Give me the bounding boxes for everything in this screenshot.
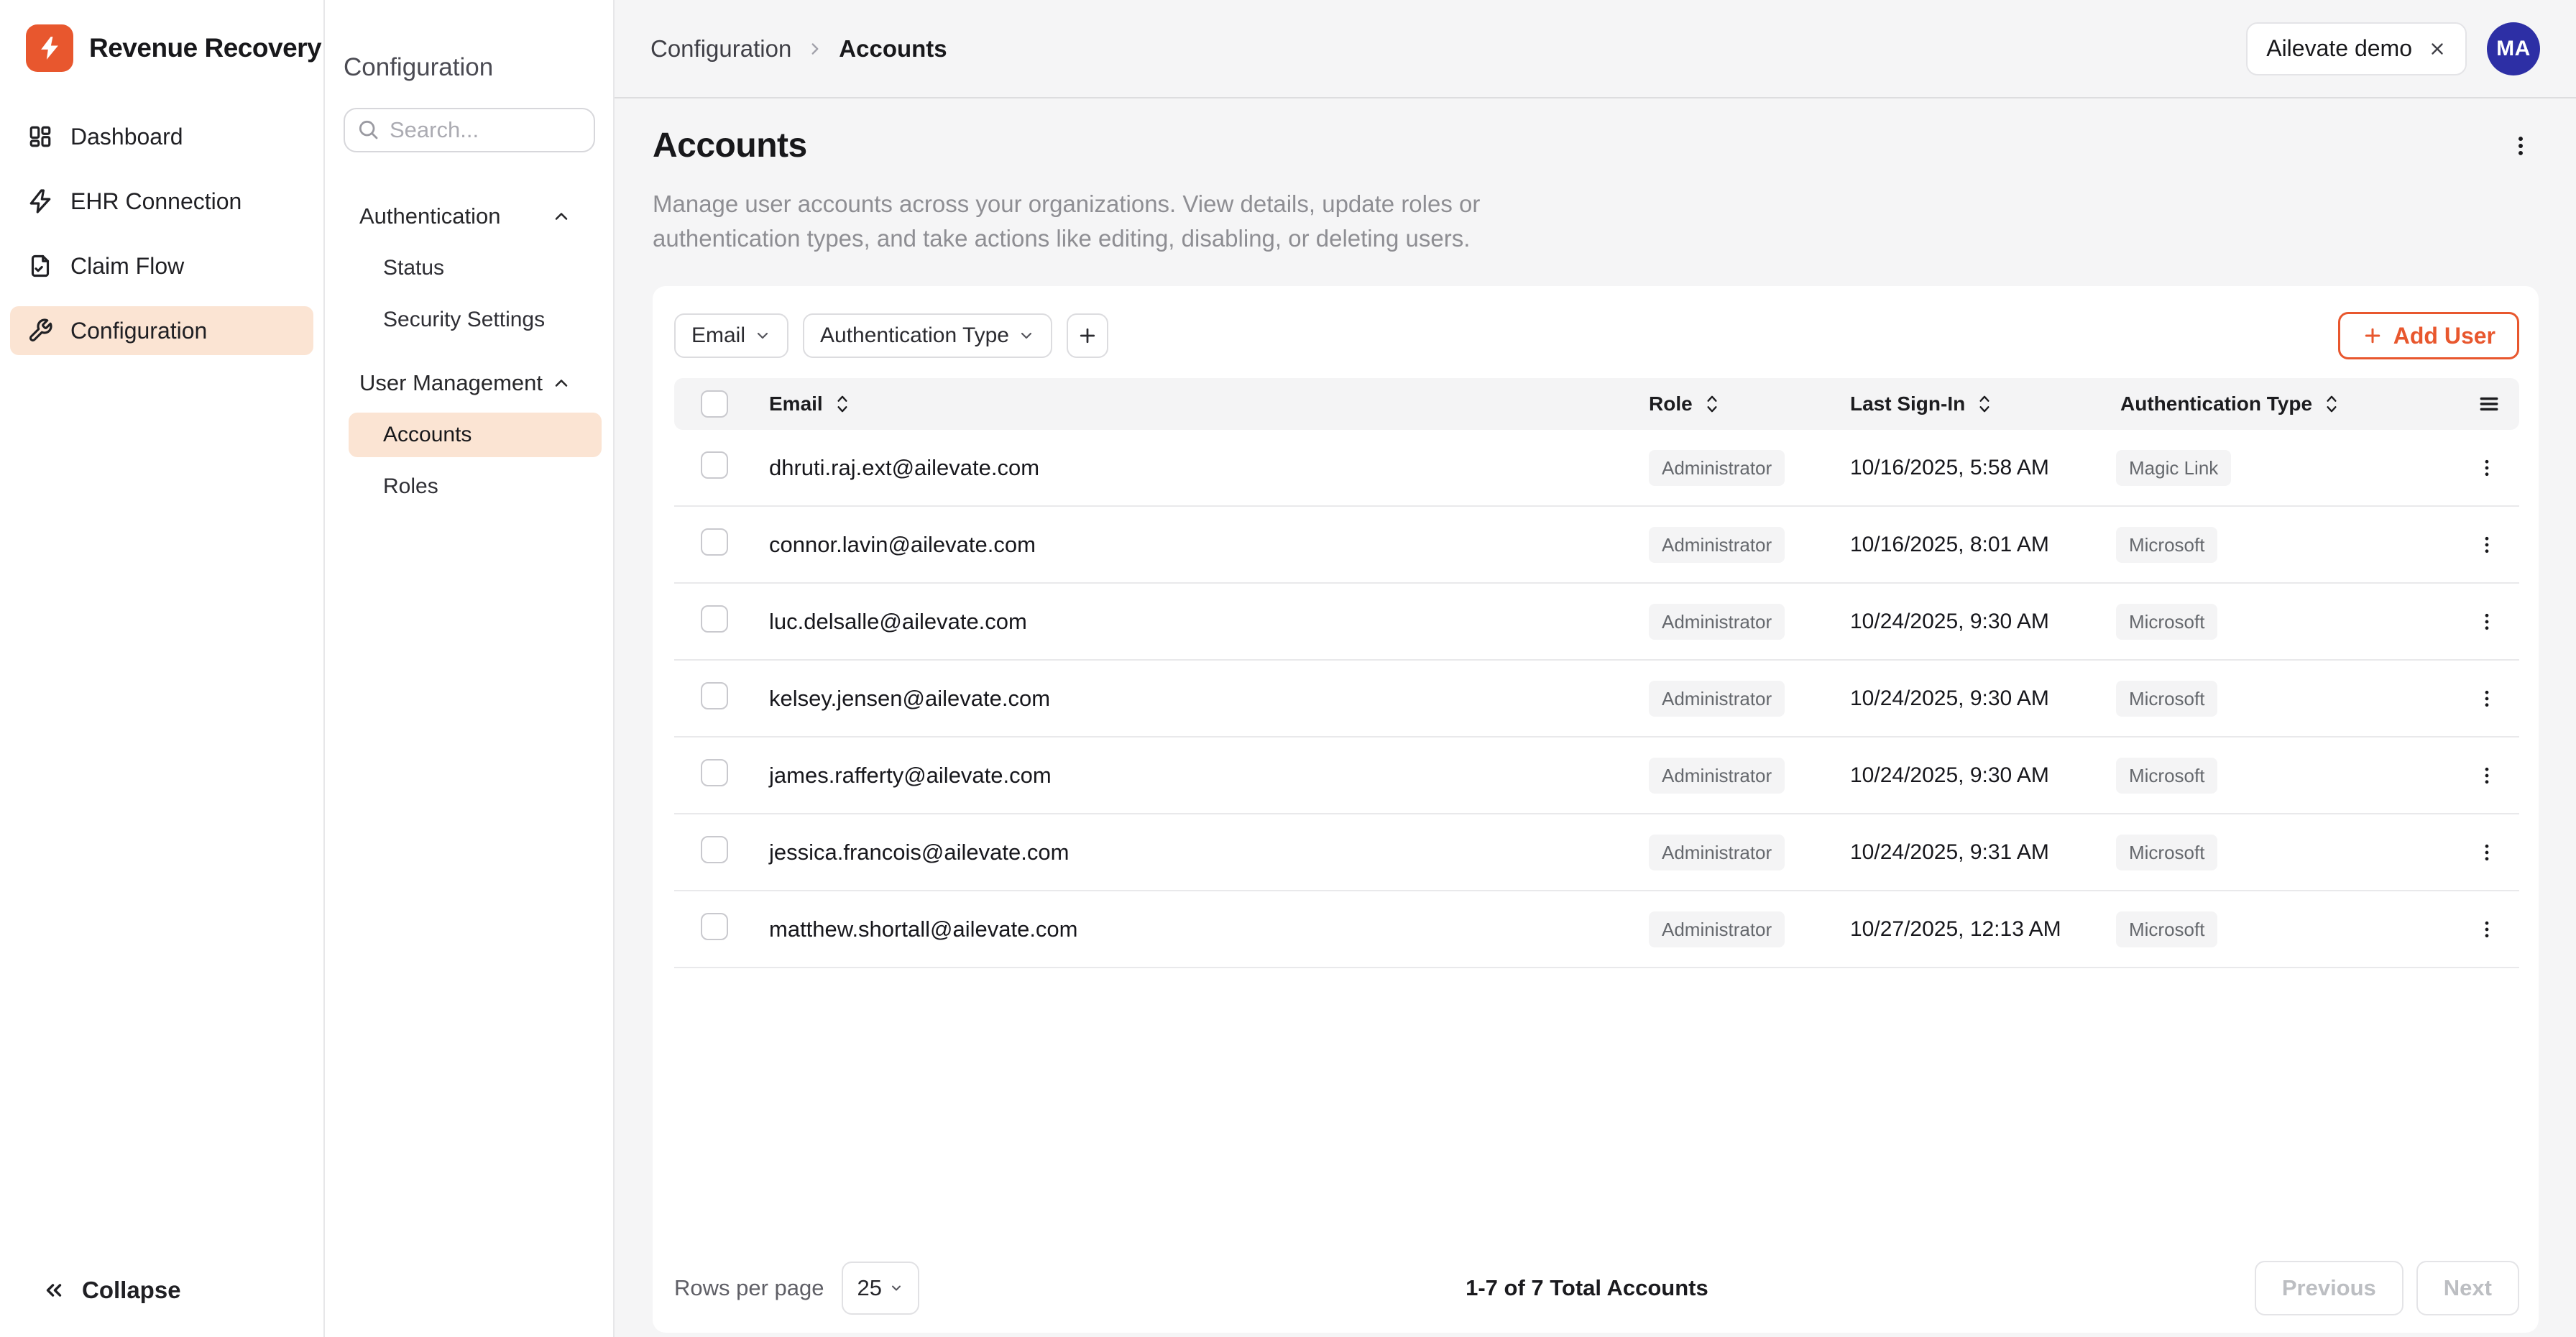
chevron-down-icon: [889, 1281, 903, 1295]
auth-type-badge: Microsoft: [2116, 604, 2217, 640]
chevron-right-icon: [806, 40, 824, 58]
search-icon: [356, 118, 380, 141]
add-user-button[interactable]: [2338, 312, 2519, 359]
role-badge: Administrator: [1649, 835, 1785, 870]
chevron-down-icon: [754, 327, 771, 344]
table-row: [674, 814, 2519, 891]
column-header-email: Email: [769, 392, 823, 415]
close-icon[interactable]: [2428, 40, 2447, 58]
section-user-management-items: [349, 413, 613, 509]
sidebar-item-label: EHR Connection: [70, 188, 242, 214]
dashboard-icon: [27, 124, 53, 150]
table-footer: [674, 1246, 2519, 1315]
role-badge: Administrator: [1649, 604, 1785, 640]
wrench-icon: [27, 318, 53, 344]
tree-item-label: Accounts: [383, 423, 472, 446]
tree-item-label: Status: [383, 256, 445, 280]
search-input[interactable]: [344, 108, 595, 152]
email-filter-button[interactable]: [674, 313, 788, 358]
rows-per-page-value: 25: [857, 1275, 882, 1300]
row-checkbox[interactable]: [701, 913, 728, 940]
tree-item-security-settings[interactable]: [349, 298, 602, 342]
column-settings-icon[interactable]: [2478, 392, 2501, 415]
chevron-down-icon: [1018, 327, 1035, 344]
chevron-up-icon: [551, 206, 571, 226]
pagination-summary: 1-7 of 7 Total Accounts: [1466, 1275, 1708, 1300]
collapse-sidebar-button[interactable]: [0, 1277, 323, 1337]
table-row: [674, 661, 2519, 738]
sidebar-spacer: [0, 355, 323, 1277]
breadcrumb: [650, 35, 947, 63]
rows-per-page: [674, 1262, 919, 1315]
table-row: [674, 738, 2519, 814]
collapse-label: Collapse: [82, 1277, 181, 1303]
table-row: [674, 430, 2519, 507]
auth-type-badge: Microsoft: [2116, 911, 2217, 947]
auth-type-badge: Microsoft: [2116, 758, 2217, 794]
email-cell: james.rafferty@ailevate.com: [769, 762, 1052, 788]
tree-item-status[interactable]: [349, 246, 602, 290]
row-checkbox[interactable]: [701, 759, 728, 786]
table-header: [674, 378, 2519, 430]
section-authentication[interactable]: [344, 194, 594, 239]
primary-sidebar: [0, 0, 325, 1337]
column-header-last-sign-in: Last Sign-In: [1850, 392, 1966, 415]
last-sign-in-cell: 10/16/2025, 8:01 AM: [1850, 532, 2049, 556]
configuration-panel: [325, 0, 615, 1337]
role-badge: Administrator: [1649, 758, 1785, 794]
row-checkbox[interactable]: [701, 451, 728, 479]
email-cell: connor.lavin@ailevate.com: [769, 531, 1036, 557]
column-header-auth-type: Authentication Type: [2120, 392, 2313, 415]
email-cell: kelsey.jensen@ailevate.com: [769, 685, 1051, 711]
email-cell: jessica.francois@ailevate.com: [769, 839, 1070, 865]
pager: [2255, 1261, 2519, 1315]
tree-item-accounts[interactable]: [349, 413, 602, 457]
panel-search: [344, 108, 595, 152]
sidebar-item-configuration[interactable]: [10, 306, 313, 355]
auth-type-badge: Microsoft: [2116, 681, 2217, 717]
last-sign-in-cell: 10/24/2025, 9:31 AM: [1850, 840, 2049, 864]
primary-nav: [0, 112, 323, 355]
brand-logo-icon: [26, 24, 73, 72]
row-kebab-menu-icon[interactable]: [2472, 914, 2502, 945]
email-cell: dhruti.raj.ext@ailevate.com: [769, 454, 1040, 480]
table-row: [674, 584, 2519, 661]
previous-page-button[interactable]: Previous: [2255, 1261, 2404, 1315]
breadcrumb-configuration[interactable]: Configuration: [650, 35, 792, 62]
table-body: [674, 430, 2519, 968]
panel-title: Configuration: [344, 53, 494, 81]
table-row: [674, 891, 2519, 968]
section-label: Authentication: [359, 203, 501, 229]
role-badge: Administrator: [1649, 911, 1785, 947]
last-sign-in-cell: 10/24/2025, 9:30 AM: [1850, 686, 2049, 710]
rows-per-page-label: Rows per page: [674, 1275, 824, 1300]
email-cell: luc.delsalle@ailevate.com: [769, 608, 1027, 634]
org-chip-label: Ailevate demo: [2266, 35, 2412, 61]
row-checkbox[interactable]: [701, 682, 728, 709]
last-sign-in-cell: 10/24/2025, 9:30 AM: [1850, 763, 2049, 787]
page-title: Accounts: [653, 127, 807, 165]
rows-per-page-select[interactable]: [842, 1262, 919, 1315]
sidebar-item-label: Claim Flow: [70, 252, 185, 279]
row-kebab-menu-icon[interactable]: [2472, 684, 2502, 714]
lightning-icon: [27, 188, 53, 214]
chevron-up-icon: [551, 373, 571, 393]
topbar-right: [2246, 22, 2540, 75]
tree-item-label: Security Settings: [383, 308, 546, 331]
avatar-initials: MA: [2496, 36, 2531, 60]
sort-icon[interactable]: [1703, 393, 1721, 415]
next-page-button[interactable]: Next: [2416, 1261, 2519, 1315]
main-area: [615, 0, 2576, 1337]
last-sign-in-cell: 10/27/2025, 12:13 AM: [1850, 916, 2061, 941]
table-row: [674, 507, 2519, 584]
select-all-checkbox[interactable]: [701, 390, 728, 418]
sidebar-item-claim-flow[interactable]: [10, 242, 313, 290]
auth-type-badge: Microsoft: [2116, 835, 2217, 870]
sort-icon[interactable]: [833, 393, 852, 415]
sort-icon[interactable]: [2322, 393, 2341, 415]
row-kebab-menu-icon[interactable]: [2472, 453, 2502, 483]
content: [615, 98, 2576, 1337]
sidebar-item-label: Configuration: [70, 317, 208, 344]
sidebar-item-ehr-connection[interactable]: [10, 177, 313, 226]
section-label: User Management: [359, 370, 543, 395]
row-kebab-menu-icon[interactable]: [2472, 530, 2502, 560]
sidebar-item-dashboard[interactable]: [10, 112, 313, 161]
org-chip[interactable]: [2246, 22, 2467, 75]
auth-type-badge: Microsoft: [2116, 527, 2217, 563]
role-badge: Administrator: [1649, 527, 1785, 563]
sort-icon[interactable]: [1975, 393, 1994, 415]
auth-type-filter-label: Authentication Type: [820, 323, 1009, 347]
row-kebab-menu-icon[interactable]: [2472, 837, 2502, 868]
row-checkbox[interactable]: [701, 528, 728, 556]
title-row: [653, 126, 2539, 165]
page-kebab-menu-icon[interactable]: [2503, 128, 2539, 164]
page-description: Manage user accounts across your organizations. View details, update roles or authentication types, and take actions like editing, disabling, or deleting users.: [653, 190, 1481, 252]
tree-item-label: Roles: [383, 474, 438, 498]
auth-type-filter-button[interactable]: [803, 313, 1052, 358]
config-tree: [325, 194, 613, 509]
auth-type-badge: Magic Link: [2116, 450, 2231, 486]
section-user-management[interactable]: [344, 361, 594, 405]
topbar: [615, 0, 2576, 98]
row-checkbox[interactable]: [701, 836, 728, 863]
brand: [0, 0, 323, 72]
last-sign-in-cell: 10/24/2025, 9:30 AM: [1850, 609, 2049, 633]
sidebar-item-label: Dashboard: [70, 123, 183, 150]
breadcrumb-accounts: Accounts: [839, 35, 947, 62]
plus-icon: [1077, 325, 1098, 346]
plus-icon: [2362, 325, 2383, 346]
column-header-role: Role: [1649, 392, 1693, 415]
section-authentication-items: [349, 246, 613, 342]
row-kebab-menu-icon[interactable]: [2472, 607, 2502, 637]
role-badge: Administrator: [1649, 681, 1785, 717]
accounts-card: [653, 286, 2539, 1333]
email-cell: matthew.shortall@ailevate.com: [769, 916, 1078, 942]
add-filter-button[interactable]: [1067, 313, 1108, 358]
row-kebab-menu-icon[interactable]: [2472, 761, 2502, 791]
avatar[interactable]: [2487, 22, 2540, 75]
document-check-icon: [27, 253, 53, 279]
row-checkbox[interactable]: [701, 605, 728, 633]
add-user-label: Add User: [2393, 322, 2496, 349]
brand-name: Revenue Recovery: [89, 33, 322, 63]
role-badge: Administrator: [1649, 450, 1785, 486]
last-sign-in-cell: 10/16/2025, 5:58 AM: [1850, 455, 2049, 479]
chevrons-left-icon: [42, 1278, 66, 1302]
email-filter-label: Email: [691, 323, 746, 347]
filter-row: [674, 312, 2519, 359]
tree-item-roles[interactable]: [349, 464, 602, 509]
